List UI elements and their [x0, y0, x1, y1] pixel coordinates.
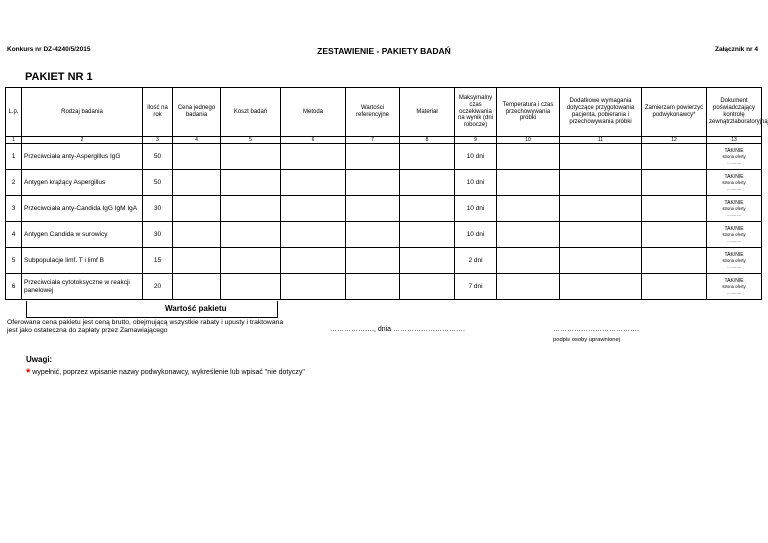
offer-page-label: strona oferty: [722, 284, 746, 290]
row-quantity: 15: [143, 248, 173, 274]
row-unit-price: [173, 144, 221, 170]
row-unit-price: [173, 222, 221, 248]
row-method: [281, 170, 346, 196]
row-lp: 2: [6, 170, 22, 196]
row-reference-values: [346, 248, 400, 274]
column-number-row: [6, 137, 762, 144]
col-header-temperature: Temperatura i czas przechowywania próbki: [497, 88, 560, 137]
row-reference-values: [346, 274, 400, 300]
row-temperature: [497, 222, 560, 248]
row-material: [400, 144, 455, 170]
offer-page-dots: ............: [727, 159, 741, 165]
row-method: [281, 222, 346, 248]
col-header-subcontractor: Zamierzam powierzyć podwykonawcy*: [642, 88, 707, 137]
row-requirements: [560, 196, 642, 222]
contest-number: Konkurs nr DZ-4240/5/2015: [7, 46, 91, 53]
row-unit-price: [173, 274, 221, 300]
row-test-name: Antygen Candida w surowicy: [22, 222, 143, 248]
col-number: 13: [707, 137, 762, 144]
row-quantity: 30: [143, 222, 173, 248]
row-method: [281, 196, 346, 222]
attachment-label: Załącznik nr 4: [715, 46, 758, 53]
offer-page-dots: ............: [727, 185, 741, 191]
offer-page-label: strona oferty: [722, 154, 746, 160]
row-test-name: Antygen krążący Aspergillus: [22, 170, 143, 196]
row-document-cell: [707, 196, 762, 222]
row-document-cell: [707, 222, 762, 248]
row-reference-values: [346, 196, 400, 222]
signature-label: podpis osoby uprawnionej: [553, 337, 621, 343]
col-header-quantity: Ilość na rok: [143, 88, 173, 137]
row-test-name: Subpopulacje limf. T i limf B: [22, 248, 143, 274]
row-test-name: Przeciwciała anty-Aspergillus IgG: [22, 144, 143, 170]
row-lp: 6: [6, 274, 22, 300]
row-max-wait: 2 dni: [455, 248, 497, 274]
col-header-max-wait: Maksymalny czas oczekiwania na wynik (dni robocze): [455, 88, 497, 137]
row-test-name: Przeciwciała anty-Candida IgG IgM IgA: [22, 196, 143, 222]
row-method: [281, 248, 346, 274]
row-document-cell: [707, 170, 762, 196]
col-header-material: Materiał: [400, 88, 455, 137]
col-number: 2: [22, 137, 143, 144]
asterisk-icon: *: [26, 367, 31, 379]
row-requirements: [560, 144, 642, 170]
row-cost: [221, 248, 281, 274]
row-subcontractor: [642, 274, 707, 300]
table-row: [6, 274, 762, 300]
row-lp: 3: [6, 196, 22, 222]
tak-nie-label: TAK/NIE: [724, 147, 744, 154]
signature-line: ……………………………….: [553, 326, 639, 333]
row-subcontractor: [642, 144, 707, 170]
row-document-cell: [707, 274, 762, 300]
col-header-reference-values: Wartości referencyjne: [346, 88, 400, 137]
col-header-method: Metoda: [281, 88, 346, 137]
offer-page-label: strona oferty: [722, 258, 746, 264]
offer-page-label: strona oferty: [722, 232, 746, 238]
package-title: PAKIET NR 1: [25, 71, 93, 83]
table-body: [6, 144, 762, 300]
col-header-cost: Koszt badań: [221, 88, 281, 137]
row-temperature: [497, 144, 560, 170]
row-method: [281, 144, 346, 170]
footnote-text: wypełnić, poprzez wpisanie nazwy podwykonawcy, wykreślenie lub wpisać "nie dotyczy": [32, 369, 305, 376]
col-number: 11: [560, 137, 642, 144]
package-table: [5, 87, 768, 300]
offer-page-label: strona oferty: [722, 206, 746, 212]
col-number: 9: [455, 137, 497, 144]
row-temperature: [497, 274, 560, 300]
col-number: 7: [346, 137, 400, 144]
row-material: [400, 196, 455, 222]
row-max-wait: 7 dni: [455, 274, 497, 300]
date-line: ………………., dnia ………………………….: [330, 326, 465, 333]
footnote: [26, 367, 305, 379]
row-quantity: 30: [143, 196, 173, 222]
row-reference-values: [346, 144, 400, 170]
col-number: 1: [6, 137, 22, 144]
row-quantity: 50: [143, 144, 173, 170]
row-material: [400, 170, 455, 196]
table-row: [6, 144, 762, 170]
tak-nie-label: TAK/NIE: [724, 251, 744, 258]
row-unit-price: [173, 170, 221, 196]
row-requirements: [560, 170, 642, 196]
row-reference-values: [346, 170, 400, 196]
offer-page-dots: ............: [727, 263, 741, 269]
row-lp: 4: [6, 222, 22, 248]
tak-nie-label: TAK/NIE: [724, 173, 744, 180]
col-number: 6: [281, 137, 346, 144]
offer-page-dots: ............: [727, 211, 741, 217]
document-title: ZESTAWIENIE - PAKIETY BADAŃ: [317, 46, 451, 56]
table-row: [6, 222, 762, 248]
row-material: [400, 248, 455, 274]
row-requirements: [560, 274, 642, 300]
col-number: 12: [642, 137, 707, 144]
row-quantity: 20: [143, 274, 173, 300]
row-max-wait: 10 dni: [455, 196, 497, 222]
col-number: 5: [221, 137, 281, 144]
table-row: [6, 248, 762, 274]
row-cost: [221, 274, 281, 300]
table-row: [6, 196, 762, 222]
row-max-wait: 10 dni: [455, 222, 497, 248]
row-temperature: [497, 196, 560, 222]
row-material: [400, 222, 455, 248]
price-note: Oferowana cena pakietu jest ceną brutto, obejmującą wszystkie rabaty i upusty i traktowana jest jako ostateczna do zapłaty przez Zamawiającego: [7, 319, 284, 335]
col-header-requirements: Dodatkowe wymagania dotyczące przygotowania pacjenta, pobierania i przechowywania próbki: [560, 88, 642, 137]
table-row: [6, 170, 762, 196]
row-lp: 5: [6, 248, 22, 274]
row-cost: [221, 222, 281, 248]
row-quantity: 50: [143, 170, 173, 196]
table-header-row: [6, 88, 762, 137]
row-max-wait: 10 dni: [455, 170, 497, 196]
row-cost: [221, 196, 281, 222]
row-temperature: [497, 248, 560, 274]
offer-page-dots: ............: [727, 237, 741, 243]
row-cost: [221, 170, 281, 196]
row-requirements: [560, 222, 642, 248]
row-method: [281, 274, 346, 300]
row-material: [400, 274, 455, 300]
tak-nie-label: TAK/NIE: [724, 199, 744, 206]
row-subcontractor: [642, 170, 707, 196]
row-subcontractor: [642, 248, 707, 274]
offer-page-label: strona oferty: [722, 180, 746, 186]
tak-nie-label: TAK/NIE: [724, 277, 744, 284]
col-header-unit-price: Cena jednego badania: [173, 88, 221, 137]
tak-nie-label: TAK/NIE: [724, 225, 744, 232]
row-max-wait: 10 dni: [455, 144, 497, 170]
row-requirements: [560, 248, 642, 274]
row-unit-price: [173, 248, 221, 274]
row-unit-price: [173, 196, 221, 222]
package-value-box: [26, 301, 278, 318]
row-subcontractor: [642, 196, 707, 222]
col-header-test-type: Rodzaj badania: [22, 88, 143, 137]
col-header-lp: L.p.: [6, 88, 22, 137]
row-document-cell: [707, 248, 762, 274]
package-value-label: Wartość pakietu: [165, 304, 227, 313]
row-subcontractor: [642, 222, 707, 248]
row-document-cell: [707, 144, 762, 170]
col-number: 3: [143, 137, 173, 144]
row-temperature: [497, 170, 560, 196]
row-reference-values: [346, 222, 400, 248]
row-test-name: Przeciwciała cytotoksyczne w reakcji panelowej: [22, 274, 143, 300]
remarks-heading: Uwagi:: [26, 355, 53, 364]
col-header-document: Dokument poświadczający kontrolę zewnątrzlaboratoryjną: [707, 88, 762, 137]
row-lp: 1: [6, 144, 22, 170]
col-number: 10: [497, 137, 560, 144]
row-cost: [221, 144, 281, 170]
col-number: 4: [173, 137, 221, 144]
col-number: 8: [400, 137, 455, 144]
offer-page-dots: ............: [727, 289, 741, 295]
